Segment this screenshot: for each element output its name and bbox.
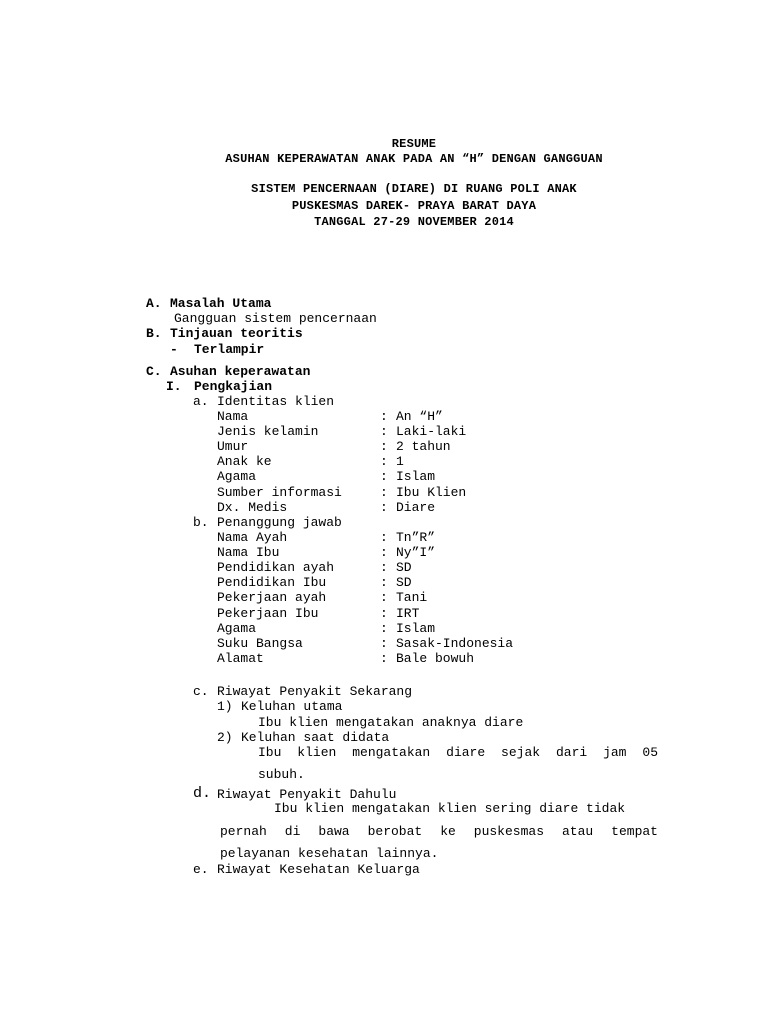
field-value: IRT <box>396 605 420 621</box>
field-colon: : <box>380 650 388 666</box>
field-label: Nama Ayah <box>217 530 288 545</box>
identitas-marker: a. <box>193 394 209 409</box>
field-value: An “H” <box>396 409 443 424</box>
field-label: Alamat <box>217 650 264 666</box>
field-label: Pekerjaan Ibu <box>217 605 319 621</box>
field-value: SD <box>396 560 412 576</box>
section-b-bullet: - <box>170 342 178 357</box>
riwayat-dahulu-line1: Ibu klien mengatakan klien sering diare tidak <box>274 801 626 816</box>
field-value: Diare <box>396 499 436 515</box>
keluhan-utama-marker: 1) <box>217 699 233 714</box>
riwayat-keluarga-title: Riwayat Kesehatan Keluarga <box>217 862 420 877</box>
field-colon: : <box>380 499 388 515</box>
field-colon: : <box>380 545 388 561</box>
field-value: Ny”I” <box>396 545 436 561</box>
keluhan-didata-marker: 2) <box>217 730 233 745</box>
section-b-item: Terlampir <box>194 342 265 357</box>
field-label: Sumber informasi <box>217 484 342 500</box>
field-value: SD <box>396 575 412 591</box>
section-a-body: Gangguan sistem pencernaan <box>174 311 377 326</box>
keluhan-utama-body: Ibu klien mengatakan anaknya diare <box>258 715 524 730</box>
field-label: Jenis kelamin <box>217 424 319 440</box>
field-label: Nama Ibu <box>217 545 280 561</box>
riwayat-dahulu-marker: d. <box>193 785 212 802</box>
keluhan-utama-title: Keluhan utama <box>241 699 343 714</box>
field-value: Tn”R” <box>396 530 436 545</box>
doc-subtitle-1: ASUHAN KEPERAWATAN ANAK PADA AN “H” DENGAN GANGGUAN <box>225 152 603 166</box>
doc-date: TANGGAL 27-29 NOVEMBER 2014 <box>314 215 514 229</box>
field-label: Pekerjaan ayah <box>217 590 327 606</box>
field-value: Tani <box>396 590 428 606</box>
field-colon: : <box>380 590 388 606</box>
identitas-title: Identitas klien <box>217 394 335 409</box>
field-colon: : <box>380 530 388 545</box>
field-colon: : <box>380 620 388 636</box>
section-c-title: Asuhan keperawatan <box>170 364 311 379</box>
keluhan-didata-line2: subuh. <box>258 767 305 782</box>
field-value: Bale bowuh <box>396 650 475 666</box>
field-value: Laki-laki <box>396 424 467 440</box>
field-label: Pendidikan ayah <box>217 560 335 576</box>
field-value: Sasak-Indonesia <box>396 635 514 651</box>
riwayat-keluarga-marker: e. <box>193 862 209 877</box>
section-b-title: Tinjauan teoritis <box>170 326 303 341</box>
field-label: Agama <box>217 620 257 636</box>
doc-title: RESUME <box>391 137 437 151</box>
pengkajian-marker: I. <box>166 379 182 394</box>
riwayat-sekarang-marker: c. <box>193 684 209 699</box>
field-colon: : <box>380 484 388 500</box>
field-value: Ibu Klien <box>396 484 467 500</box>
section-b-marker: B. <box>146 326 162 341</box>
field-colon: : <box>380 439 388 455</box>
keluhan-didata-line1: Ibu klien mengatakan diare sejak dari jam 05 <box>258 745 658 760</box>
field-label: Dx. Medis <box>217 499 288 515</box>
field-colon: : <box>380 454 388 470</box>
penanggung-title: Penanggung jawab <box>217 515 342 530</box>
field-label: Umur <box>217 439 249 455</box>
field-colon: : <box>380 409 388 424</box>
field-label: Nama <box>217 409 249 424</box>
riwayat-sekarang-title: Riwayat Penyakit Sekarang <box>217 684 413 699</box>
penanggung-marker: b. <box>193 515 209 530</box>
doc-subtitle-2: SISTEM PENCERNAAN (DIARE) DI RUANG POLI ANAK <box>251 182 577 196</box>
field-value: 1 <box>396 454 404 470</box>
field-value: 2 tahun <box>396 439 451 455</box>
field-colon: : <box>380 575 388 591</box>
field-value: Islam <box>396 469 436 485</box>
field-value: Islam <box>396 620 436 636</box>
section-c-marker: C. <box>146 364 162 379</box>
field-colon: : <box>380 560 388 576</box>
field-colon: : <box>380 635 388 651</box>
field-colon: : <box>380 605 388 621</box>
doc-subtitle-3: PUSKESMAS DAREK- PRAYA BARAT DAYA <box>291 199 537 213</box>
field-label: Pendidikan Ibu <box>217 575 327 591</box>
field-label: Anak ke <box>217 454 272 470</box>
riwayat-dahulu-line3: pelayanan kesehatan lainnya. <box>220 846 439 861</box>
pengkajian-title: Pengkajian <box>194 379 273 394</box>
riwayat-dahulu-title: Riwayat Penyakit Dahulu <box>217 787 397 802</box>
riwayat-dahulu-line2: pernah di bawa berobat ke puskesmas atau tempat <box>220 824 658 839</box>
section-a-title: Masalah Utama <box>170 296 272 311</box>
field-label: Suku Bangsa <box>217 635 303 651</box>
field-colon: : <box>380 424 388 440</box>
field-colon: : <box>380 469 388 485</box>
field-label: Agama <box>217 469 257 485</box>
section-a-marker: A. <box>146 296 162 311</box>
keluhan-didata-title: Keluhan saat didata <box>241 730 390 745</box>
